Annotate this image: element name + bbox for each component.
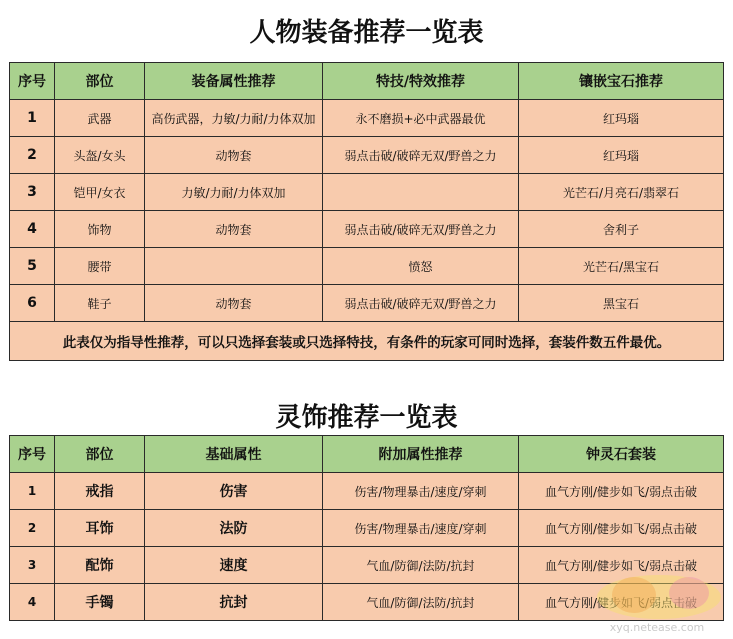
ornament-table-title: 灵饰推荐一览表 [275, 403, 458, 433]
header-gem: 镶嵌宝石推荐 [519, 63, 724, 100]
row-part: 鞋子 [55, 285, 145, 322]
header-extra: 附加属性推荐 [323, 436, 519, 473]
row-gem: 黑宝石 [519, 285, 724, 322]
row-skill: 永不磨损+必中武器最优 [323, 100, 519, 137]
table-row [10, 584, 724, 621]
row-attr: 动物套 [145, 285, 323, 322]
row-part: 手镯 [55, 584, 145, 621]
watermark-text: xyq.netease.com [609, 621, 705, 634]
table-row [10, 547, 724, 584]
header-part: 部位 [55, 63, 145, 100]
row-attr [145, 248, 323, 285]
header-part: 部位 [55, 436, 145, 473]
row-gem: 红玛瑙 [519, 100, 724, 137]
row-index: 4 [10, 211, 55, 248]
row-index: 3 [10, 547, 55, 584]
row-base: 抗封 [145, 584, 323, 621]
row-part: 戒指 [55, 473, 145, 510]
row-extra: 气血/防御/法防/抗封 [323, 547, 519, 584]
header-index: 序号 [10, 63, 55, 100]
row-index: 5 [10, 248, 55, 285]
row-index: 2 [10, 510, 55, 547]
table-row [10, 248, 724, 285]
row-skill [323, 174, 519, 211]
table-row [10, 510, 724, 547]
row-base: 法防 [145, 510, 323, 547]
row-part: 头盔/女头 [55, 137, 145, 174]
row-part: 耳饰 [55, 510, 145, 547]
row-base: 伤害 [145, 473, 323, 510]
row-attr: 动物套 [145, 211, 323, 248]
row-gem: 红玛瑙 [519, 137, 724, 174]
row-attr: 动物套 [145, 137, 323, 174]
row-set: 血气方刚/健步如飞/弱点击破 [519, 584, 724, 621]
row-part: 铠甲/女衣 [55, 174, 145, 211]
row-extra: 气血/防御/法防/抗封 [323, 584, 519, 621]
row-index: 6 [10, 285, 55, 322]
row-part: 武器 [55, 100, 145, 137]
row-index: 2 [10, 137, 55, 174]
row-extra: 伤害/物理暴击/速度/穿刺 [323, 473, 519, 510]
row-attr: 高伤武器，力敏/力耐/力体双加 [145, 100, 323, 137]
table-row [10, 137, 724, 174]
row-extra: 伤害/物理暴击/速度/穿刺 [323, 510, 519, 547]
row-set: 血气方刚/健步如飞/弱点击破 [519, 473, 724, 510]
row-base: 速度 [145, 547, 323, 584]
row-set: 血气方刚/健步如飞/弱点击破 [519, 510, 724, 547]
equipment-table [9, 62, 724, 361]
table-row [10, 473, 724, 510]
row-index: 3 [10, 174, 55, 211]
table-note: 此表仅为指导性推荐，可以只选择套装或只选择特技，有条件的玩家可同时选择，套装件数五件最优。 [10, 322, 724, 361]
table-row [10, 285, 724, 322]
header-base: 基础属性 [145, 436, 323, 473]
row-attr: 力敏/力耐/力体双加 [145, 174, 323, 211]
row-part: 饰物 [55, 211, 145, 248]
header-set: 钟灵石套装 [519, 436, 724, 473]
row-index: 1 [10, 100, 55, 137]
row-set: 血气方刚/健步如飞/弱点击破 [519, 547, 724, 584]
row-skill: 弱点击破/破碎无双/野兽之力 [323, 211, 519, 248]
row-skill: 愤怒 [323, 248, 519, 285]
row-gem: 舍利子 [519, 211, 724, 248]
header-index: 序号 [10, 436, 55, 473]
row-gem: 光芒石/黑宝石 [519, 248, 724, 285]
table-header-row [10, 63, 724, 100]
row-skill: 弱点击破/破碎无双/野兽之力 [323, 285, 519, 322]
row-part: 配饰 [55, 547, 145, 584]
row-skill: 弱点击破/破碎无双/野兽之力 [323, 137, 519, 174]
row-index: 4 [10, 584, 55, 621]
table-row [10, 174, 724, 211]
header-attr: 装备属性推荐 [145, 63, 323, 100]
ornament-table [9, 435, 724, 621]
table-header-row [10, 436, 724, 473]
table-note-row [10, 322, 724, 361]
table-row [10, 100, 724, 137]
row-index: 1 [10, 473, 55, 510]
row-gem: 光芒石/月亮石/翡翠石 [519, 174, 724, 211]
equipment-table-title: 人物装备推荐一览表 [249, 18, 484, 48]
header-skill: 特技/特效推荐 [323, 63, 519, 100]
table-row [10, 211, 724, 248]
row-part: 腰带 [55, 248, 145, 285]
